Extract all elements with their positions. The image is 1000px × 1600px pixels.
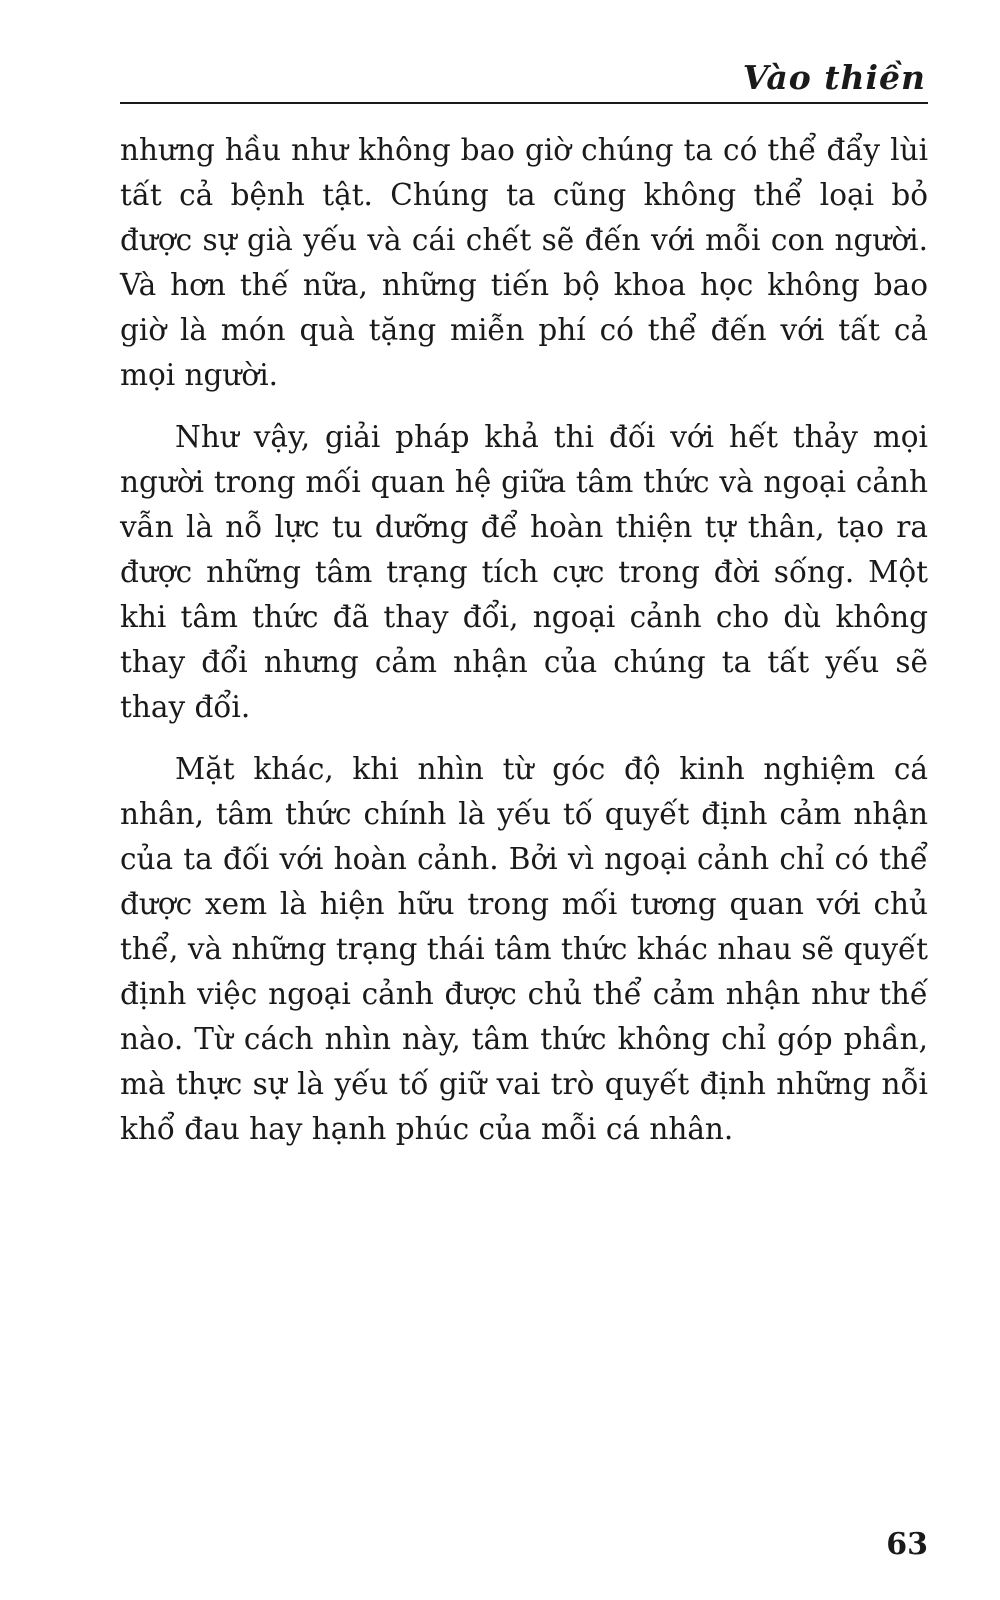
page-body [120,128,928,1169]
running-header [120,50,928,104]
book-title: Vào thiền [742,58,926,97]
page-number: 63 [886,1527,928,1562]
paragraph-continued: nhưng hầu như không bao giờ chúng ta có thể đẩy lùi tất cả bệnh tật. Chúng ta cũng không thể loại bỏ được sự già yếu và cái chết sẽ đến với mỗi con người. Và hơn thế nữa, những tiến bộ khoa học không bao giờ là món quà tặng miễn phí có thể đến với tất cả mọi người. [120,133,928,392]
paragraph: Mặt khác, khi nhìn từ góc độ kinh nghiệm cá nhân, tâm thức chính là yếu tố quyết định cảm nhận của ta đối với hoàn cảnh. Bởi vì ngoại cảnh chỉ có thể được xem là hiện hữu trong mối tương quan với chủ thể, và những trạng thái tâm thức khác nhau sẽ quyết định việc ngoại cảnh được chủ thể cảm nhận như thế nào. Từ cách nhìn này, tâm thức không chỉ góp phần, mà thực sự là yếu tố giữ vai trò quyết định những nỗi khổ đau hay hạnh phúc của mỗi cá nhân. [120,752,928,1146]
paragraph: Như vậy, giải pháp khả thi đối với hết thảy mọi người trong mối quan hệ giữa tâm thức và ngoại cảnh vẫn là nỗ lực tu dưỡng để hoàn thiện tự thân, tạo ra được những tâm trạng tích cực trong đời sống. Một khi tâm thức đã thay đổi, ngoại cảnh cho dù không thay đổi nhưng cảm nhận của chúng ta tất yếu sẽ thay đổi. [120,420,928,724]
